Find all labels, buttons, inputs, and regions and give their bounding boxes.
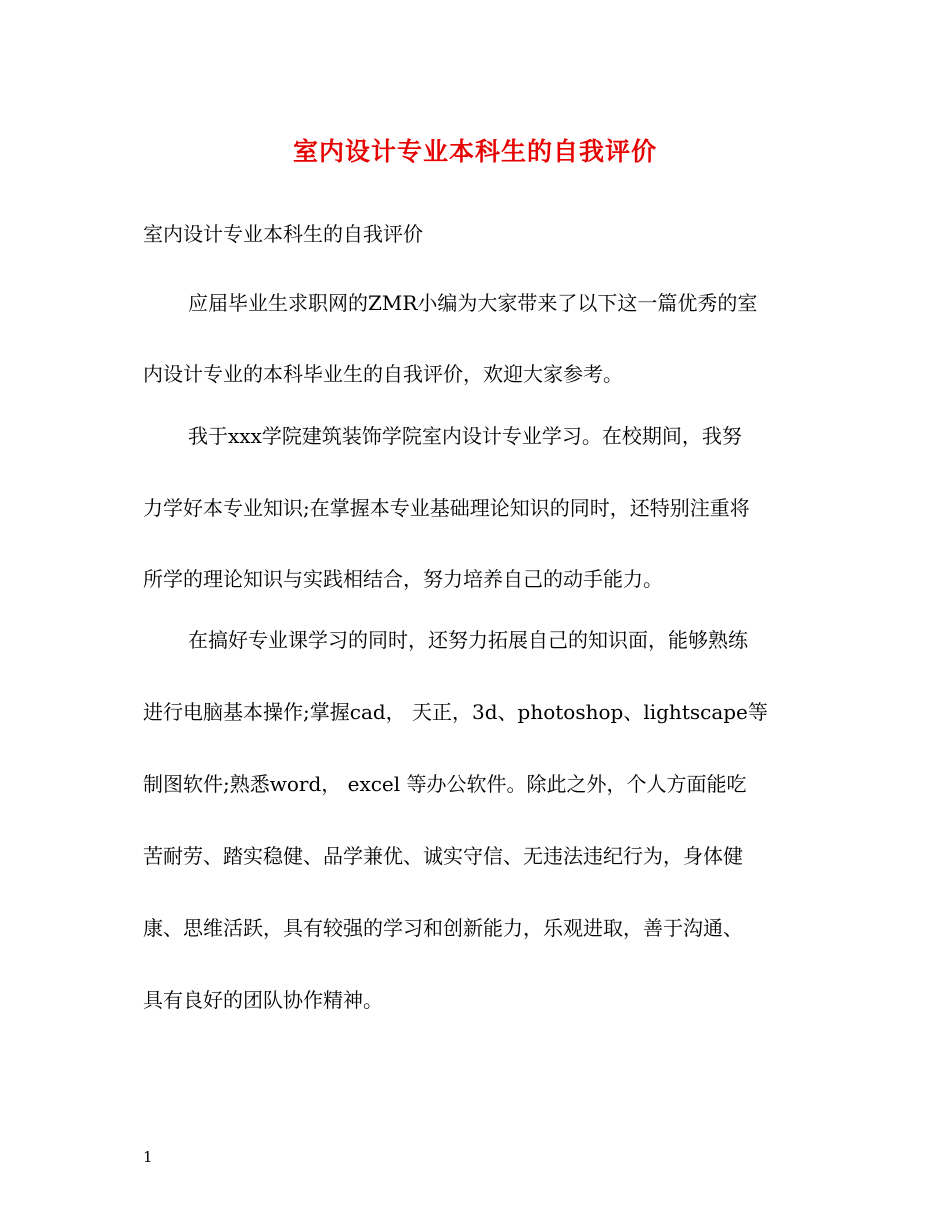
paragraph-3-line-6: 具有良好的团队协作精神。 [143, 988, 383, 1012]
paragraph-3-line-3: 制图软件;熟悉word， excel 等办公软件。除此之外，个人方面能吃 [143, 772, 747, 796]
paragraph-3-line-4: 苦耐劳、踏实稳健、品学兼优、诚实守信、无违法违纪行为，身体健 [143, 844, 743, 868]
paragraph-2-line-1: 我于xxx学院建筑装饰学院室内设计专业学习。在校期间，我努 [188, 424, 742, 448]
page-number: 1 [143, 1148, 153, 1166]
paragraph-1-line-1: 应届毕业生求职网的ZMR小编为大家带来了以下这一篇优秀的室 [188, 291, 758, 315]
paragraph-3-line-5: 康、思维活跃，具有较强的学习和创新能力，乐观进取，善于沟通、 [143, 916, 743, 940]
paragraph-1-line-2: 内设计专业的本科毕业生的自我评价，欢迎大家参考。 [143, 362, 623, 386]
paragraph-3-line-1: 在搞好专业课学习的同时，还努力拓展自己的知识面，能够熟练 [188, 628, 748, 652]
paragraph-3-line-2: 进行电脑基本操作;掌握cad， 天正，3d、photoshop、lightscape等 [143, 700, 768, 724]
paragraph-2-line-2: 力学好本专业知识;在掌握本专业基础理论知识的同时，还特别注重将 [143, 496, 750, 520]
document-subheading: 室内设计专业本科生的自我评价 [143, 222, 423, 246]
paragraph-2-line-3: 所学的理论知识与实践相结合，努力培养自己的动手能力。 [143, 567, 663, 591]
document-title: 室内设计专业本科生的自我评价 [292, 137, 657, 166]
